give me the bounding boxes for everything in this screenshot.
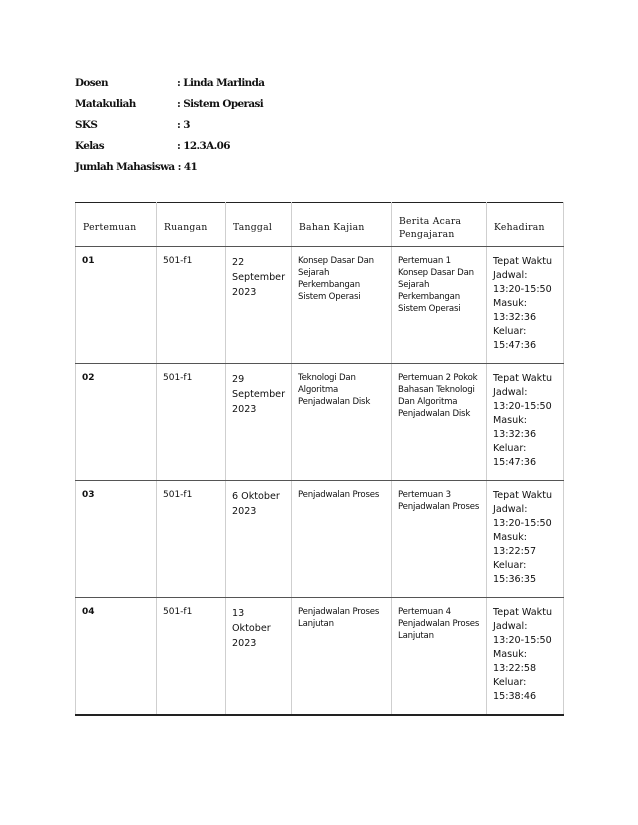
cell-line: September: [232, 272, 286, 283]
info-label: Dosen: [75, 77, 108, 89]
cell-ruangan: 501-f1: [157, 364, 226, 481]
cell-line: Masuk:: [493, 649, 528, 660]
cell-line: Lanjutan: [398, 631, 434, 641]
attendance-table: [75, 202, 564, 716]
header-kehadiran: Kehadiran: [487, 203, 564, 247]
cell-bahan-kajian: [292, 247, 392, 364]
cell-line: Keluar:: [493, 560, 527, 571]
cell-line: 15:47:36: [493, 457, 537, 468]
cell-line: Sistem Operasi: [398, 304, 461, 314]
cell-line: 13: [232, 608, 245, 619]
cell-tanggal: [226, 364, 292, 481]
cell-line: 13:20-15:50: [493, 284, 552, 295]
cell-kehadiran: [487, 481, 564, 598]
cell-line: Masuk:: [493, 532, 528, 543]
cell-line: Lanjutan: [298, 619, 334, 629]
cell-line: Konsep Dasar Dan: [298, 256, 374, 266]
cell-line: Tepat Waktu: [493, 607, 553, 618]
cell-pertemuan: 04: [76, 598, 157, 715]
cell-line: Perkembangan: [298, 280, 360, 290]
cell-line: Perkembangan: [398, 292, 460, 302]
cell-line: 15:47:36: [493, 340, 537, 351]
cell-line: Keluar:: [493, 677, 527, 688]
cell-line: 2023: [232, 638, 257, 649]
table-row: [76, 481, 564, 598]
info-label: SKS: [75, 119, 98, 131]
cell-line: Penjadwalan Proses: [298, 490, 380, 500]
header-bahan-kajian: Bahan Kajian: [292, 203, 392, 247]
cell-line: 13:32:36: [493, 312, 537, 323]
cell-line: Tepat Waktu: [493, 490, 553, 501]
cell-line: 15:36:35: [493, 574, 537, 585]
cell-line: 13:20-15:50: [493, 401, 552, 412]
info-value: : 41: [177, 161, 198, 173]
cell-bahan-kajian: [292, 364, 392, 481]
cell-line: 13:20-15:50: [493, 518, 552, 529]
cell-line: Sejarah: [398, 280, 430, 290]
cell-line: Dan Algoritma: [398, 397, 458, 407]
cell-line: Keluar:: [493, 443, 527, 454]
cell-kehadiran: [487, 247, 564, 364]
cell-line: Jadwal:: [493, 621, 528, 632]
cell-line: Penjadwalan Proses: [398, 502, 480, 512]
cell-line: 13:32:36: [493, 429, 537, 440]
cell-line: 13:20-15:50: [493, 635, 552, 646]
cell-line: Tepat Waktu: [493, 373, 553, 384]
cell-berita-acara: [392, 247, 487, 364]
table-row: [76, 598, 564, 715]
cell-ruangan: 501-f1: [157, 598, 226, 715]
cell-kehadiran: [487, 598, 564, 715]
cell-line: 2023: [232, 404, 257, 415]
cell-tanggal: [226, 598, 292, 715]
cell-line: 29: [232, 374, 245, 385]
cell-line: Penjadwalan Disk: [298, 397, 371, 407]
cell-line: Sejarah: [298, 268, 330, 278]
cell-line: 2023: [232, 287, 257, 298]
info-label: Kelas: [75, 140, 104, 152]
header-ruangan: Ruangan: [157, 203, 226, 247]
cell-ruangan: 501-f1: [157, 481, 226, 598]
cell-kehadiran: [487, 364, 564, 481]
cell-line: 6 Oktober: [232, 491, 280, 502]
cell-berita-acara: [392, 364, 487, 481]
cell-berita-acara: [392, 598, 487, 715]
cell-line: Bahasan Teknologi: [398, 385, 475, 395]
info-value: : Linda Marlinda: [177, 77, 265, 89]
cell-line: 13:22:57: [493, 546, 537, 557]
cell-ruangan: 501-f1: [157, 247, 226, 364]
cell-tanggal: [226, 481, 292, 598]
cell-line: 15:38:46: [493, 691, 537, 702]
info-label: Jumlah Mahasiswa: [75, 161, 175, 173]
cell-line: Jadwal:: [493, 504, 528, 515]
info-value: : 12.3A.06: [177, 140, 230, 152]
cell-line: Pertemuan 2 Pokok: [398, 373, 478, 383]
cell-pertemuan: 02: [76, 364, 157, 481]
course-info: [75, 76, 264, 181]
cell-line: Jadwal:: [493, 270, 528, 281]
info-sks: [75, 118, 264, 139]
cell-line: September: [232, 389, 286, 400]
cell-berita-acara: [392, 481, 487, 598]
header-line: Pengajaran: [399, 228, 455, 240]
table-header-row: [76, 203, 564, 247]
cell-pertemuan: 03: [76, 481, 157, 598]
info-value: : Sistem Operasi: [177, 98, 264, 110]
info-dosen: [75, 76, 264, 97]
cell-line: Keluar:: [493, 326, 527, 337]
cell-line: Pertemuan 4: [398, 607, 451, 617]
table-row: [76, 364, 564, 481]
cell-line: Pertemuan 3: [398, 490, 451, 500]
header-line: Berita Acara: [399, 215, 462, 227]
cell-pertemuan: 01: [76, 247, 157, 364]
cell-line: 2023: [232, 506, 257, 517]
cell-line: Penjadwalan Disk: [398, 409, 471, 419]
info-matakuliah: [75, 97, 264, 118]
cell-line: Penjadwalan Proses: [398, 619, 480, 629]
cell-line: Algoritma: [298, 385, 339, 395]
info-label: Matakuliah: [75, 98, 136, 110]
cell-tanggal: [226, 247, 292, 364]
table-row: [76, 247, 564, 364]
cell-line: Penjadwalan Proses: [298, 607, 380, 617]
info-kelas: [75, 139, 264, 160]
cell-line: Masuk:: [493, 415, 528, 426]
header-pertemuan: Pertemuan: [76, 203, 157, 247]
cell-line: Masuk:: [493, 298, 528, 309]
cell-line: Tepat Waktu: [493, 256, 553, 267]
header-berita-acara: [392, 203, 487, 247]
cell-bahan-kajian: [292, 598, 392, 715]
header-tanggal: Tanggal: [226, 203, 292, 247]
cell-line: Sistem Operasi: [298, 292, 361, 302]
cell-line: Teknologi Dan: [298, 373, 356, 383]
cell-line: 22: [232, 257, 245, 268]
cell-line: Oktober: [232, 623, 271, 634]
cell-line: 13:22:58: [493, 663, 537, 674]
info-jumlah-mahasiswa: [75, 160, 264, 181]
info-value: : 3: [177, 119, 190, 131]
cell-line: Jadwal:: [493, 387, 528, 398]
cell-line: Konsep Dasar Dan: [398, 268, 474, 278]
cell-bahan-kajian: [292, 481, 392, 598]
cell-line: Pertemuan 1: [398, 256, 451, 266]
